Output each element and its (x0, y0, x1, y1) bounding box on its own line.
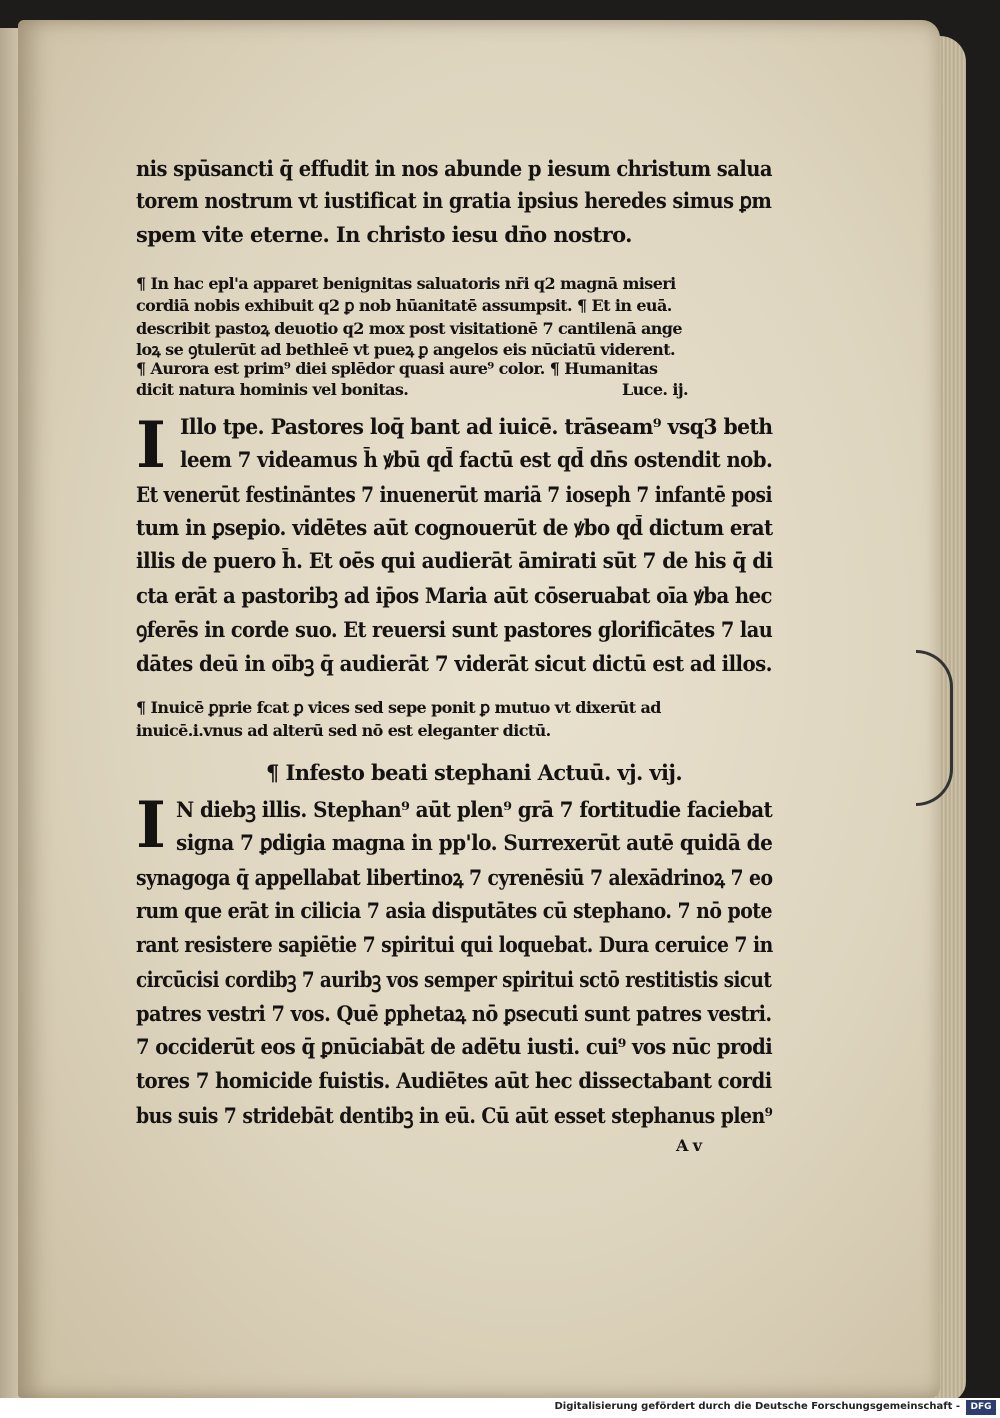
text-line: Et venerūt festināntes 7 inuenerūt mariā 7 ioseph 7 infantē posi (136, 482, 772, 507)
signature-mark: A v (676, 1136, 702, 1155)
text-line: nis spūsancti q̄ effudit in nos abunde p iesum christum salua (136, 156, 772, 181)
footer-bar (0, 1398, 1000, 1418)
text-line: tum in ꝑsepio. vidētes aūt cognouerūt de ꝟbo qd̄ dictum erat (136, 515, 773, 540)
text-line: synagoga q̄ appellabat libertinoꝝ 7 cyrenēsiū 7 alexādrinoꝝ 7 eo (136, 865, 773, 890)
text-line: bus suis 7 stridebāt dentibꝫ in eū. Cū aūt esset stephanus plen⁹ (136, 1103, 773, 1128)
footer-credit: Digitalisierung gefördert durch die Deutsche Forschungsgemeinschaft - (554, 1401, 960, 1412)
text-line: cta erāt a pastoribꝫ ad ip̄os Maria aūt cōseruabat oīa ꝟba hec (136, 583, 772, 608)
text-line: patres vestri 7 vos. Quē ꝑphetaꝝ nō ꝑsecuti sunt patres vestri. (136, 1001, 772, 1026)
text-line: ¶ Inuicē ꝑprie fcat ꝑ vices sed sepe ponit ꝑ mutuo vt dixerūt ad (136, 698, 661, 717)
text-line: spem vite eterne. In christo iesu dn̄o nostro. (136, 222, 632, 247)
text-line: describit pastoꝝ deuotio q2 mox post visitationē 7 cantilenā ange (136, 319, 682, 338)
text-line: 7 occiderūt eos q̄ ꝑnūciabāt de adētu iusti. cui⁹ vos nūc prodi (136, 1034, 773, 1059)
text-line: dātes deū in oībꝫ q̄ audierāt 7 viderāt sicut dictū est ad illos. (136, 651, 772, 676)
initial-letter: I (136, 788, 166, 863)
text-line: rant resistere sapiētie 7 spiritui qui loquebat. Dura ceruice 7 in (136, 932, 773, 957)
text-line: loꝝ se ꝯtulerūt ad bethleē vt pueꝝ ꝑ angelos eis nūciatū viderent. (136, 340, 675, 359)
text-line: N diebꝫ illis. Stephan⁹ aūt plen⁹ grā 7 fortitudie faciebat (176, 797, 773, 822)
text-line: dicit natura hominis vel bonitas. (136, 380, 409, 399)
text-line: torem nostrum vt iustificat in gratia ipsius heredes simus ꝑm (136, 188, 772, 213)
text-line: signa 7 ꝑdigia magna in pp'lo. Surrexerūt autē quidā de (176, 830, 773, 855)
text-line: cordiā nobis exhibuit q2 ꝑ nob hūanitatē assumpsit. ¶ Et in euā. (136, 296, 672, 315)
gospel-reference: Luce. ij. (622, 380, 688, 399)
dfg-logo: DFG (966, 1400, 996, 1415)
text-line: tores 7 homicide fuistis. Audiētes aūt hec dissectabant cordi (136, 1068, 772, 1093)
text-line: ꝯferēs in corde suo. Et reuersi sunt pastores glorificātes 7 lau (136, 617, 773, 642)
binding-clasp (916, 650, 953, 806)
text-line: ¶ Aurora est prim⁹ diei splēdor quasi aure⁹ color. ¶ Humanitas (136, 359, 658, 378)
text-line: leem 7 videamus h̄ ꝟbū qd̄ factū est qd̄ dn̄s ostendit nob. (180, 447, 773, 472)
text-line: illis de puero h̄. Et oēs qui audierāt āmirati sūt 7 de his q̄ di (136, 548, 773, 573)
text-line: rum que erāt in cilicia 7 asia disputātes cū stephano. 7 nō pote (136, 898, 772, 923)
section-heading: ¶ Infesto beati stephani Actuū. vj. vij. (266, 760, 683, 785)
text-line: Illo tpe. Pastores loq̄ bant ad iuicē. trāseam⁹ vsq3 beth (180, 414, 773, 439)
text-line: ¶ In hac epl'a apparet benignitas saluatoris nr̄i q2 magnā miseri (136, 274, 676, 293)
initial-letter: I (136, 408, 166, 483)
text-line: circūcisi cordibꝫ 7 auribꝫ vos semper spiritui sctō restitistis sicut (136, 967, 772, 992)
text-line: inuicē.i.vnus ad alterū sed nō est eleganter dictū. (136, 721, 551, 740)
